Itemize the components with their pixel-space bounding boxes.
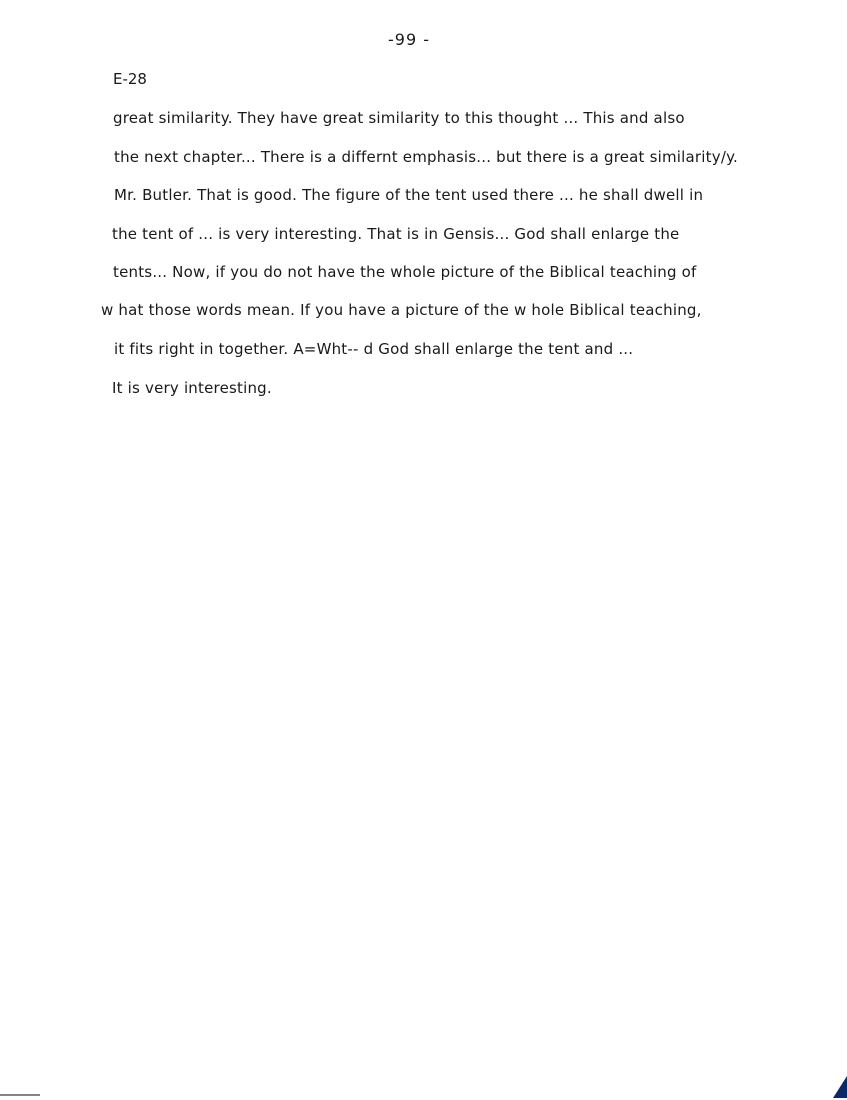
body-line: the next chapter... There is a differnt emphasis... but there is a great similarity/y. <box>114 148 738 166</box>
body-line: the tent of ... is very interesting. That is in Gensis... God shall enlarge the <box>112 225 680 243</box>
document-code: E-28 <box>113 70 147 88</box>
body-line: it fits right in together. A=Wht-- d God shall enlarge the tent and ... <box>114 340 634 358</box>
body-line: great similarity. They have great similarity to this thought ... This and also <box>113 109 685 127</box>
scan-edge-mark <box>0 1094 40 1096</box>
body-line: Mr. Butler. That is good. The figure of the tent used there ... he shall dwell in <box>114 186 704 204</box>
body-line: w hat those words mean. If you have a picture of the w hole Biblical teaching, <box>101 301 702 319</box>
corner-page-curl-mark <box>833 1076 847 1098</box>
body-line: tents... Now, if you do not have the whole picture of the Biblical teaching of <box>113 263 697 281</box>
page-number: -99 - <box>388 30 430 49</box>
body-line: It is very interesting. <box>112 379 272 397</box>
